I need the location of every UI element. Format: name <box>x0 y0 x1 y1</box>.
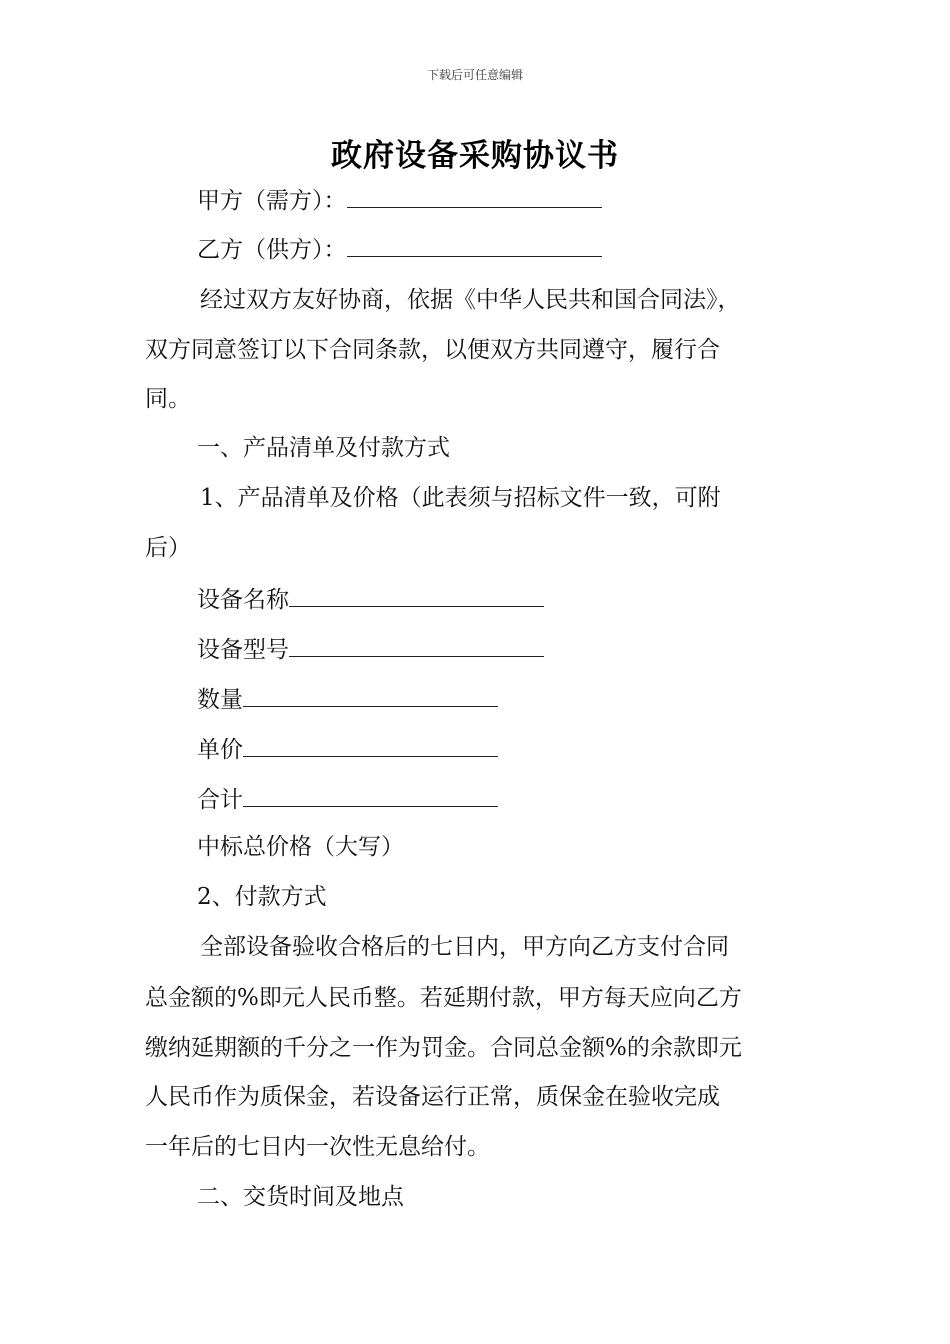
payment-line-5: 一年后的七日内一次性无息给付。 <box>145 1134 490 1160</box>
section2-heading: 二、交货时间及地点 <box>197 1184 404 1210</box>
total-blank[interactable] <box>243 784 498 807</box>
payment-line-4: 人民币作为质保金，若设备运行正常，质保金在验收完成 <box>145 1084 720 1110</box>
quantity-blank[interactable] <box>243 684 498 707</box>
equipment-name-label: 设备名称 <box>197 587 289 613</box>
equipment-name-blank[interactable] <box>289 584 544 607</box>
bid-total-label: 中标总价格（大写） <box>197 834 404 860</box>
party-a-label: 甲方（需方）： <box>197 188 347 214</box>
payment-line-1: 全部设备验收合格后的七日内，甲方向乙方支付合同 <box>200 934 729 960</box>
quantity-label: 数量 <box>197 687 243 713</box>
party-a-line <box>197 185 602 216</box>
item2-heading: 2、付款方式 <box>197 884 327 910</box>
total-label: 合计 <box>197 787 243 813</box>
equipment-model-line <box>197 634 544 665</box>
equipment-model-label: 设备型号 <box>197 637 289 663</box>
party-b-line <box>197 234 602 265</box>
party-b-blank[interactable] <box>347 234 602 257</box>
intro-line-3: 同。 <box>145 386 191 412</box>
equipment-name-line <box>197 584 544 615</box>
party-b-label: 乙方（供方）： <box>197 237 347 263</box>
intro-line-2: 双方同意签订以下合同条款，以便双方共同遵守，履行合 <box>145 337 720 363</box>
header-note: 下载后可任意编辑 <box>426 68 523 82</box>
unit-price-blank[interactable] <box>243 734 498 757</box>
item1-line-2: 后） <box>145 535 191 561</box>
total-line <box>197 784 498 815</box>
unit-price-line <box>197 734 498 765</box>
party-a-blank[interactable] <box>347 185 602 208</box>
payment-line-3: 缴纳延期额的千分之一作为罚金。合同总金额%的余款即元 <box>145 1035 742 1061</box>
intro-line-1: 经过双方友好协商，依据《中华人民共和国合同法》， <box>200 287 741 313</box>
equipment-model-blank[interactable] <box>289 634 544 657</box>
quantity-line <box>197 684 498 715</box>
item1-line-1: 1、产品清单及价格（此表须与招标文件一致，可附 <box>200 485 721 511</box>
payment-line-2: 总金额的%即元人民币整。若延期付款，甲方每天应向乙方 <box>145 985 742 1011</box>
section1-heading: 一、产品清单及付款方式 <box>197 435 450 461</box>
document-title: 政府设备采购协议书 <box>331 138 619 174</box>
unit-price-label: 单价 <box>197 737 243 763</box>
